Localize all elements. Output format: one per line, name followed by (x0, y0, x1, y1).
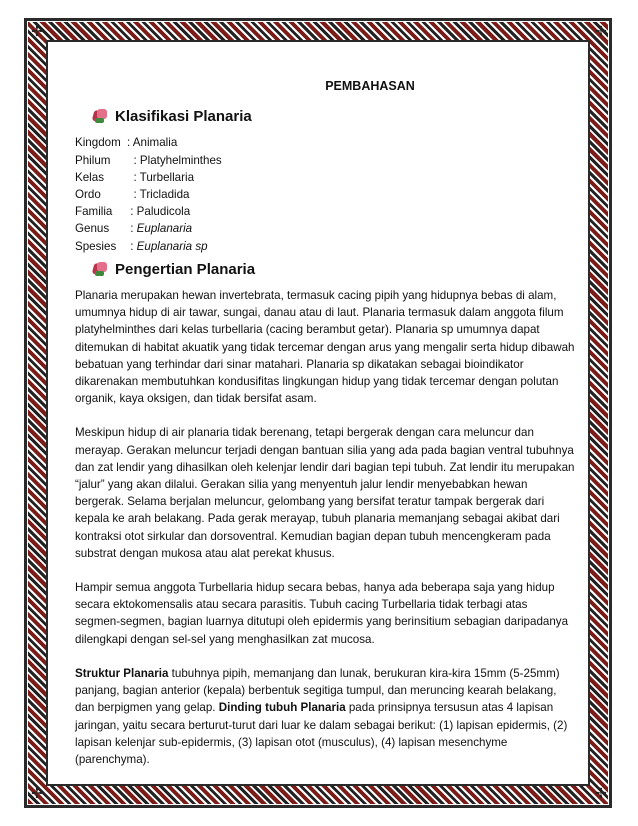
taxonomy-value: : Paludicola (127, 205, 191, 219)
taxonomy-key: Philum (75, 153, 111, 167)
taxonomy-value: : Tricladida (127, 188, 190, 202)
corner-ornament-icon: ✢ (31, 785, 43, 801)
document-body (75, 78, 575, 785)
page-title: PEMBAHASAN (325, 79, 415, 93)
bold-term: Dinding tubuh Planaria (218, 701, 346, 715)
section-heading-label: Pengertian Planaria (115, 260, 256, 278)
paragraph: Hampir semua anggota Turbellaria hidup secara bebas, hanya ada beberapa saja yang hidup secara ektokomensalis atau secara parasitis. Tubuh cacing Turbellaria tidak terbagi atas segmen-segmen, bagian luarnya ditutupi oleh epidermis yang berinsitium sebagian daripadanya dilengkapi dengan sel-sel yang menghasilkan zat mucosa. (75, 581, 569, 646)
paragraph-text: pada prinsipnya tersusun atas 4 lapisan jaringan, yaitu secara berturut-turut dari luar ke dalam sebagai berikut: (1) lapisan epidermis, (2) lapisan kelenjar sub-epidermis, (3) lapisan otot (musculus), (4) lapisan mesenchyme (parenchyma). (75, 701, 568, 766)
taxonomy-row (75, 238, 575, 255)
taxonomy-key: Familia (75, 205, 113, 219)
paragraph: Meskipun hidup di air planaria tidak berenang, tetapi bergerak dengan cara meluncur dan merayap. Gerakan meluncur terjadi dengan bantuan silia yang ada pada bagian ventral tubuhnya dan zat lendir yang dihasilkan oleh kelenjar lendir dari bagian tepi tubuh. Zat lendir itu merupakan “jalur” yang akan dilalui. Gerakan silia yang menyentuh jalur lendir menyebabkan hewan bergerak. Selama berjalan meluncur, gelombang yang bersifat teratur tampak bergerak dari kepala ke arah belakang. Pada gerak merayap, tubuh planaria memanjang sebagai akibat dari kontraksi otot sirkular dan dorsoventral. Kemudian bagian depan tubuh mencengkeram pada substrat dengan mukosa atau alat perekat khusus. (75, 426, 575, 560)
taxonomy-key: Genus (75, 222, 110, 236)
section-heading-label: Klasifikasi Planaria (115, 108, 252, 126)
flower-bullet-icon (93, 262, 108, 277)
paragraph-text: tubuhnya pipih, memanjang dan lunak, berukuran kira-kira 15mm (5-25mm) panjang, bagian anterior (kepala) berbentuk segitiga tumpul, dan meruncing kearah belakang, dan berpigmen yang gelap. (75, 666, 560, 715)
taxonomy-row (75, 169, 575, 186)
taxonomy-key: Ordo (75, 188, 101, 202)
flower-bullet-icon (93, 109, 108, 124)
taxonomy-value-italic: Euplanaria (136, 222, 193, 236)
taxonomy-value-italic: Euplanaria sp (136, 239, 208, 253)
corner-ornament-icon: ✢ (31, 23, 43, 39)
section-heading-pengertian (93, 261, 575, 278)
taxonomy-row (75, 134, 575, 151)
taxonomy-value: : (127, 239, 137, 253)
paragraph (75, 665, 575, 768)
corner-ornament-icon: ✢ (595, 23, 607, 39)
paragraph: Planaria merupakan hewan invertebrata, termasuk cacing pipih yang hidupnya bebas di alam, umumnya hidup di air tawar, sungai, danau atau di laut. Planaria termasuk dalam anggota filum platyhelminthes dari kelas turbellaria (cacing berambut getar). Planaria sp umumnya dapat ditemukan di habitat akuatik yang tidak tercemar dengan arus yang mengalir serta hidup dibawah bebatuan yang terhindar dari sinar matahari. Planaria sp dikatakan sebagai bioindikator dikarenakan membutuhkan kondusifitas lingkungan hidup yang tidak tercemar dengan polutan organik, kaya oksigen, dan tidak bersifat asam. (75, 289, 575, 406)
taxonomy-value: : Turbellaria (127, 170, 195, 184)
taxonomy-key: Spesies (75, 239, 117, 253)
taxonomy-list (75, 134, 575, 254)
taxonomy-value: : Platyhelminthes (127, 153, 222, 167)
taxonomy-value: : (127, 222, 137, 236)
taxonomy-row (75, 186, 575, 203)
taxonomy-row (75, 220, 575, 237)
taxonomy-value: : Animalia (127, 136, 178, 150)
taxonomy-row (75, 152, 575, 169)
corner-ornament-icon: ✢ (595, 785, 607, 801)
taxonomy-row (75, 203, 575, 220)
bold-term: Struktur Planaria (75, 666, 169, 680)
section-heading-klasifikasi (93, 108, 575, 125)
taxonomy-key: Kelas (75, 170, 105, 184)
taxonomy-key: Kingdom (75, 136, 121, 150)
